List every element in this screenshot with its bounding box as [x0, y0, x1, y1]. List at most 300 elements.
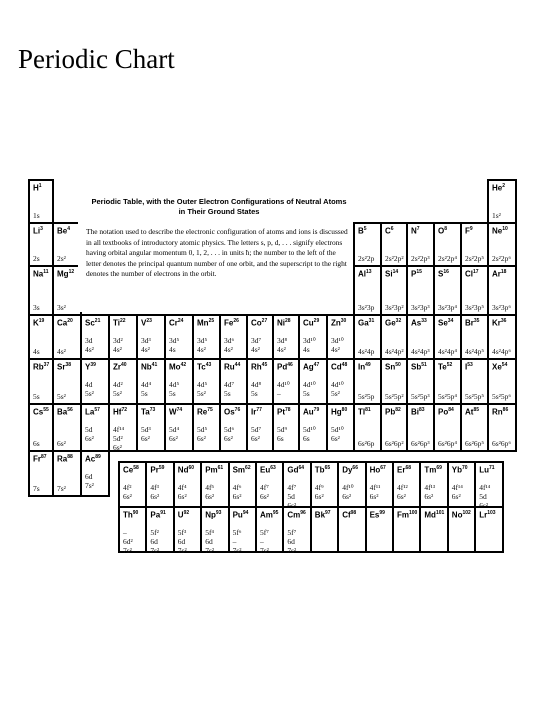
- element-bk: [310, 506, 339, 553]
- element-symbol: $I^{53}$: [465, 362, 473, 372]
- electron-configuration: 4s²4p³: [411, 347, 430, 356]
- element-ru: [219, 358, 248, 405]
- atomic-number: 31: [368, 318, 375, 324]
- element-symbol: Bi$^{83}$: [411, 407, 425, 417]
- atomic-number: 20: [67, 318, 73, 324]
- element-sr: [52, 358, 82, 405]
- atomic-number: 2: [502, 183, 506, 189]
- element-symbol: Br$^{35}$: [465, 318, 480, 328]
- page-title: Periodic Chart: [18, 44, 175, 74]
- element-symbol: $F^9$: [465, 226, 473, 236]
- electron-configuration: 5s²5p⁵: [465, 392, 485, 401]
- element-symbol: Rb$^{37}$: [33, 362, 50, 372]
- element-au: [298, 403, 328, 452]
- electron-configuration: 4d¹⁰ 5s²: [331, 380, 344, 398]
- electron-configuration: 2s²2p⁵: [465, 254, 485, 263]
- element-cd: [326, 358, 355, 405]
- element-al: [353, 265, 382, 316]
- electron-configuration: 5d⁶ 6s²: [224, 425, 235, 443]
- element-ir: [246, 403, 274, 452]
- electron-configuration: 5s²5p²: [385, 392, 404, 401]
- element-symbol: $N^7$: [411, 226, 420, 236]
- electron-configuration: 6s²6p³: [411, 439, 430, 448]
- element-symbol: $H^1$: [33, 183, 42, 193]
- element-symbol: Lr$^{103}$: [479, 510, 496, 520]
- element-symbol: Ni$^{28}$: [277, 318, 291, 328]
- element-symbol: $K^{19}$: [33, 318, 45, 328]
- electron-configuration: 1s: [33, 211, 40, 220]
- electron-configuration: 6s²6p⁵: [465, 439, 485, 448]
- atomic-number: 87: [41, 454, 47, 460]
- element-symbol: Es$^{99}$: [369, 510, 385, 520]
- info-box: [78, 194, 352, 312]
- element-symbol: Tl$^{81}$: [358, 407, 371, 417]
- element-symbol: Sn$^{50}$: [385, 362, 401, 372]
- atomic-number: 5: [363, 226, 367, 232]
- atomic-number: 19: [38, 318, 45, 324]
- element-symbol: Am$^{95}$: [260, 510, 279, 520]
- element-as: [406, 314, 435, 360]
- atomic-number: 17: [473, 269, 479, 275]
- atomic-number: 3: [40, 226, 43, 232]
- atomic-number: 67: [380, 465, 386, 471]
- element-symbol: Ir$^{77}$: [251, 407, 262, 417]
- electron-configuration: 4d⁸ 5s: [251, 380, 262, 398]
- atomic-number: 56: [67, 407, 73, 413]
- atomic-number: 39: [90, 362, 96, 368]
- element-ga: [353, 314, 382, 360]
- atomic-number: 60: [188, 465, 195, 471]
- element-symbol: Pb$^{82}$: [385, 407, 401, 417]
- atomic-number: 68: [405, 465, 412, 471]
- electron-configuration: 5d⁷ 6s²: [251, 425, 262, 443]
- element-symbol: Fe$^{26}$: [224, 318, 239, 328]
- electron-configuration: 5d 6s²: [85, 425, 94, 443]
- electron-configuration: 6s²6p⁴: [438, 439, 458, 448]
- electron-configuration: 3s²3p: [358, 303, 375, 312]
- element-pa: [145, 506, 174, 553]
- electron-configuration: 2s²2p²: [385, 254, 404, 263]
- atomic-number: 45: [261, 362, 268, 368]
- element-ne: [487, 222, 517, 267]
- atomic-number: 94: [242, 510, 249, 516]
- element-cu: [298, 314, 328, 360]
- atomic-number: 25: [208, 318, 215, 324]
- atomic-number: 41: [151, 362, 158, 368]
- electron-configuration: 3d⁵ 4s: [169, 336, 180, 354]
- atomic-number: 26: [233, 318, 239, 324]
- atomic-number: 35: [473, 318, 480, 324]
- atomic-number: 64: [298, 465, 305, 471]
- element-symbol: Hf$^{72}$: [113, 407, 128, 417]
- electron-configuration: 5s²5p: [358, 392, 375, 401]
- electron-configuration: 4d² 5s²: [113, 380, 123, 398]
- element-sn: [380, 358, 408, 405]
- atomic-number: 88: [67, 454, 73, 460]
- electron-configuration: 5f⁷ 6d 7s²: [287, 528, 297, 555]
- element-symbol: In$^{49}$: [358, 362, 371, 372]
- atomic-number: 38: [65, 362, 72, 368]
- electron-configuration: 5f² 6d 7s²: [150, 528, 160, 555]
- electron-configuration: 5d³ 6s²: [141, 425, 151, 443]
- atomic-number: 13: [366, 269, 372, 275]
- electron-configuration: 2s²2p⁴: [438, 254, 458, 263]
- atomic-number: 33: [421, 318, 427, 324]
- atomic-number: 93: [215, 510, 222, 516]
- atomic-number: 29: [313, 318, 320, 324]
- element-tc: [192, 358, 221, 405]
- atomic-number: 11: [43, 269, 49, 275]
- electron-configuration: 1s²: [492, 211, 501, 220]
- element-f: [460, 222, 489, 267]
- element-symbol: Pt$^{78}$: [277, 407, 291, 417]
- element-bi: [406, 403, 435, 452]
- element-symbol: Mn$^{25}$: [197, 318, 215, 328]
- element-ac: [80, 450, 110, 497]
- element-symbol: Mo$^{42}$: [169, 362, 187, 372]
- element-tm: [419, 461, 448, 508]
- element-symbol: Cd$^{48}$: [331, 362, 348, 372]
- element-u: [173, 506, 202, 553]
- atomic-number: 48: [341, 362, 348, 368]
- element-symbol: Re$^{75}$: [197, 407, 213, 417]
- element-symbol: Fr$^{87}$: [33, 454, 47, 464]
- element-symbol: Ti$^{22}$: [113, 318, 126, 328]
- element-b: [353, 222, 382, 267]
- atomic-number: 78: [285, 407, 291, 413]
- element-am: [255, 506, 284, 553]
- element-xe: [487, 358, 517, 405]
- electron-configuration: 4f¹¹ 6s²: [369, 483, 381, 501]
- element-nd: [173, 461, 202, 508]
- electron-configuration: 2s²2p³: [411, 254, 430, 263]
- element-ba: [52, 403, 82, 452]
- electron-configuration: 6s²6p⁶: [492, 439, 512, 448]
- electron-configuration: 6s²6p²: [385, 439, 404, 448]
- element-tl: [353, 403, 382, 452]
- element-symbol: Si$^{14}$: [385, 269, 399, 279]
- element-ta: [136, 403, 166, 452]
- element-eu: [255, 461, 284, 508]
- atomic-number: 89: [95, 454, 101, 460]
- element-symbol: Sc$^{21}$: [85, 318, 101, 328]
- element-symbol: Pd$^{46}$: [277, 362, 293, 372]
- element-br: [460, 314, 489, 360]
- element-symbol: Ac$^{89}$: [85, 454, 101, 464]
- electron-configuration: 5f⁷ – 7s²: [260, 528, 269, 555]
- element-i: [460, 358, 489, 405]
- atomic-number: 27: [261, 318, 268, 324]
- electron-configuration: 4d¹⁰ 5s: [303, 380, 316, 398]
- electron-configuration: 6s: [33, 439, 40, 448]
- electron-configuration: 3d 4s²: [85, 336, 94, 354]
- element-ho: [365, 461, 394, 508]
- element-symbol: Dy$^{66}$: [342, 465, 358, 475]
- electron-configuration: 4f¹⁴ 5d² 6s²: [113, 425, 125, 452]
- element-symbol: Md$^{101}$: [424, 510, 445, 520]
- element-cs: [28, 403, 54, 452]
- electron-configuration: 3s²3p³: [411, 303, 430, 312]
- atomic-number: 28: [285, 318, 291, 324]
- element-symbol: At$^{85}$: [465, 407, 480, 417]
- electron-configuration: 5d⁴ 6s²: [169, 425, 180, 443]
- element-te: [433, 358, 462, 405]
- electron-configuration: 4d⁷ 5s: [224, 380, 235, 398]
- element-li: [28, 222, 54, 267]
- element-symbol: Ag$^{47}$: [303, 362, 320, 372]
- element-w: [164, 403, 194, 452]
- electron-configuration: 4f⁴ 6s²: [177, 483, 187, 501]
- atomic-number: 7: [416, 226, 420, 232]
- electron-configuration: 4s²4p²: [385, 347, 404, 356]
- electron-configuration: 4f⁶ 6s²: [232, 483, 242, 501]
- element-v: [136, 314, 166, 360]
- element-zr: [108, 358, 138, 405]
- electron-configuration: 4d¹⁰ –: [277, 380, 290, 398]
- atomic-number: 72: [121, 407, 128, 413]
- atomic-number: 101: [435, 510, 445, 516]
- electron-configuration: 5f³ 6d 7s²: [177, 528, 187, 555]
- element-symbol: Ru$^{44}$: [224, 362, 241, 372]
- atomic-number: 32: [395, 318, 402, 324]
- element-symbol: La$^{57}$: [85, 407, 100, 417]
- electron-configuration: 3s²3p⁵: [465, 303, 485, 312]
- element-symbol: Zn$^{30}$: [331, 318, 347, 328]
- element-la: [80, 403, 110, 452]
- atomic-number: 9: [469, 226, 473, 232]
- element-pt: [272, 403, 300, 452]
- element-pr: [145, 461, 174, 508]
- element-symbol: Au$^{79}$: [303, 407, 320, 417]
- element-sm: [228, 461, 257, 508]
- element-symbol: Os$^{76}$: [224, 407, 241, 417]
- element-symbol: Na$^{11}$: [33, 269, 49, 279]
- element-np: [200, 506, 229, 553]
- element-cf: [337, 506, 366, 553]
- atomic-number: 34: [447, 318, 454, 324]
- atomic-number: 66: [352, 465, 358, 471]
- atomic-number: 65: [324, 465, 331, 471]
- electron-configuration: 2s²2p: [358, 254, 375, 263]
- element-symbol: Pr$^{59}$: [150, 465, 165, 475]
- electron-configuration: 3d³ 4s²: [141, 336, 151, 354]
- element-p: [406, 265, 435, 316]
- atomic-number: 91: [160, 510, 166, 516]
- atomic-number: 77: [256, 407, 262, 413]
- element-fr: [28, 450, 54, 497]
- element-mo: [164, 358, 194, 405]
- atomic-number: 37: [43, 362, 50, 368]
- element-in: [353, 358, 382, 405]
- element-symbol: As$^{33}$: [411, 318, 427, 328]
- element-gd: [282, 461, 311, 508]
- atomic-number: 75: [207, 407, 213, 413]
- atomic-number: 16: [443, 269, 449, 275]
- electron-configuration: 4f¹³ 6s²: [424, 483, 436, 501]
- electron-configuration: 7s²: [57, 484, 66, 493]
- element-hg: [326, 403, 355, 452]
- electron-configuration: 5d⁹ 6s: [277, 425, 288, 443]
- element-symbol: Se$^{34}$: [438, 318, 454, 328]
- element-ca: [52, 314, 82, 360]
- element-symbol: Al$^{13}$: [358, 269, 372, 279]
- info-heading: Periodic Table, with the Outer Electron Configurations of Neutral Atoms in Their Ground States: [91, 197, 347, 216]
- element-symbol: Ge$^{32}$: [385, 318, 402, 328]
- element-symbol: Nd$^{60}$: [177, 465, 195, 475]
- element-symbol: Xe$^{54}$: [492, 362, 508, 372]
- atomic-number: 92: [183, 510, 190, 516]
- electron-configuration: 3s²3p⁴: [438, 303, 458, 312]
- element-pd: [272, 358, 300, 405]
- atomic-number: 12: [68, 269, 75, 275]
- atomic-number: 15: [416, 269, 422, 275]
- element-symbol: Co$^{27}$: [251, 318, 268, 328]
- element-ge: [380, 314, 408, 360]
- element-symbol: $P^{15}$: [411, 269, 422, 279]
- electron-configuration: 5s²: [57, 392, 66, 401]
- electron-configuration: 3d⁵ 4s²: [197, 336, 208, 354]
- info-text: The notation used to describe the electronic configuration of atoms and ions is discussed in all textbooks of introductory atomic physics. The letters s, p, d, . . . signify electrons having orbital angular momentum 0, 1, 2, . . . in units ħ; the number to the left of the letter denotes the principal quantum number of one orbit, and the superscript to the right denotes the number of electrons in the orbit.: [86, 227, 348, 278]
- atomic-number: 51: [421, 362, 427, 368]
- element-kr: [487, 314, 517, 360]
- element-at: [460, 403, 489, 452]
- element-symbol: Tb$^{65}$: [314, 465, 331, 475]
- element-symbol: Sr$^{38}$: [57, 362, 72, 372]
- element-lu: [474, 461, 503, 508]
- element-er: [392, 461, 421, 508]
- atomic-number: 82: [395, 407, 401, 413]
- electron-configuration: 6s²: [57, 439, 66, 448]
- element-symbol: Er$^{68}$: [397, 465, 412, 475]
- atomic-number: 73: [149, 407, 156, 413]
- electron-configuration: 2s²2p⁶: [492, 254, 512, 263]
- element-symbol: Sm$^{62}$: [232, 465, 251, 475]
- element-sb: [406, 358, 435, 405]
- atomic-number: 44: [234, 362, 241, 368]
- element-sc: [80, 314, 110, 360]
- element-si: [380, 265, 408, 316]
- atomic-number: 22: [119, 318, 126, 324]
- atomic-number: 54: [501, 362, 508, 368]
- element-symbol: Hg$^{80}$: [331, 407, 348, 417]
- element-symbol: Tm$^{69}$: [424, 465, 442, 475]
- element-symbol: Np$^{93}$: [205, 510, 222, 520]
- element-symbol: Po$^{84}$: [438, 407, 454, 417]
- electron-configuration: 4d 5s²: [85, 380, 94, 398]
- atomic-number: 71: [488, 465, 495, 471]
- atomic-number: 80: [341, 407, 348, 413]
- atomic-number: 4: [67, 226, 71, 232]
- element-symbol: Cm$^{96}$: [287, 510, 306, 520]
- electron-configuration: 2s²: [57, 254, 66, 263]
- electron-configuration: 3s²3p²: [385, 303, 404, 312]
- element-symbol: Ba$^{56}$: [57, 407, 73, 417]
- electron-configuration: 7s: [33, 484, 40, 493]
- electron-configuration: 3d¹⁰ 4s: [303, 336, 316, 354]
- element-fm: [392, 506, 421, 553]
- atomic-number: 63: [270, 465, 276, 471]
- element-symbol: Cs$^{55}$: [33, 407, 49, 417]
- electron-configuration: 4f⁵ 6s²: [205, 483, 215, 501]
- electron-configuration: 4d⁵ 5s²: [197, 380, 208, 398]
- element-symbol: Zr$^{40}$: [113, 362, 127, 372]
- atomic-number: 61: [217, 465, 224, 471]
- electron-configuration: 5d¹⁰ 6s²: [331, 425, 344, 443]
- atomic-number: 36: [500, 318, 507, 324]
- element-ni: [272, 314, 300, 360]
- element-pb: [380, 403, 408, 452]
- electron-configuration: 4s²4p⁴: [438, 347, 458, 356]
- element-lr: [474, 506, 503, 553]
- atomic-number: 95: [272, 510, 279, 516]
- element-symbol: Mg$^{12}$: [57, 269, 75, 279]
- electron-configuration: 4f² 6s²: [123, 483, 132, 501]
- element-o: [433, 222, 462, 267]
- atomic-number: 100: [409, 510, 418, 516]
- element-cr: [164, 314, 194, 360]
- element-zn: [326, 314, 355, 360]
- atomic-number: 70: [462, 465, 468, 471]
- electron-configuration: 5s²5p⁴: [438, 392, 458, 401]
- electron-configuration: 4s: [33, 347, 40, 356]
- electron-configuration: 5d⁵ 6s²: [197, 425, 208, 443]
- element-symbol: Ar$^{18}$: [492, 269, 507, 279]
- element-symbol: Tc$^{43}$: [197, 362, 212, 372]
- electron-configuration: 4f³ 6s²: [150, 483, 160, 501]
- element-ra: [52, 450, 82, 497]
- element-symbol: $W^{74}$: [169, 407, 183, 417]
- element-symbol: $O^8$: [438, 226, 448, 236]
- element-ar: [487, 265, 517, 316]
- atomic-number: 69: [436, 465, 442, 471]
- atomic-number: 81: [365, 407, 371, 413]
- element-rn: [487, 403, 517, 452]
- atomic-number: 52: [446, 362, 453, 368]
- element-symbol: $C^6$: [385, 226, 394, 236]
- electron-configuration: 4f¹⁰ 6s²: [342, 483, 354, 501]
- atomic-number: 85: [473, 407, 480, 413]
- atomic-number: 1: [38, 183, 42, 189]
- electron-configuration: 5f⁴ 6d 7s²: [205, 528, 215, 555]
- element-symbol: Ta$^{73}$: [141, 407, 156, 417]
- atomic-number: 57: [94, 407, 100, 413]
- element-symbol: Ga$^{31}$: [358, 318, 375, 328]
- element-re: [192, 403, 221, 452]
- electron-configuration: 3s²: [57, 303, 66, 312]
- element-cl: [460, 265, 489, 316]
- element-symbol: Cr$^{24}$: [169, 318, 184, 328]
- element-pu: [228, 506, 257, 553]
- atomic-number: 23: [146, 318, 152, 324]
- element-se: [433, 314, 462, 360]
- electron-configuration: 3d² 4s²: [113, 336, 123, 354]
- element-he: [487, 179, 517, 224]
- element-symbol: Cu$^{29}$: [303, 318, 320, 328]
- atomic-number: 98: [350, 510, 357, 516]
- atomic-number: 40: [121, 362, 127, 368]
- element-th: [118, 506, 147, 553]
- atomic-number: 62: [245, 465, 251, 471]
- element-c: [380, 222, 408, 267]
- element-symbol: Cl$^{17}$: [465, 269, 479, 279]
- atomic-number: 18: [500, 269, 507, 275]
- element-co: [246, 314, 274, 360]
- element-symbol: $S^{16}$: [438, 269, 449, 279]
- atomic-number: 58: [133, 465, 139, 471]
- element-s: [433, 265, 462, 316]
- electron-configuration: 2s: [33, 254, 40, 263]
- element-symbol: Pu$^{94}$: [232, 510, 249, 520]
